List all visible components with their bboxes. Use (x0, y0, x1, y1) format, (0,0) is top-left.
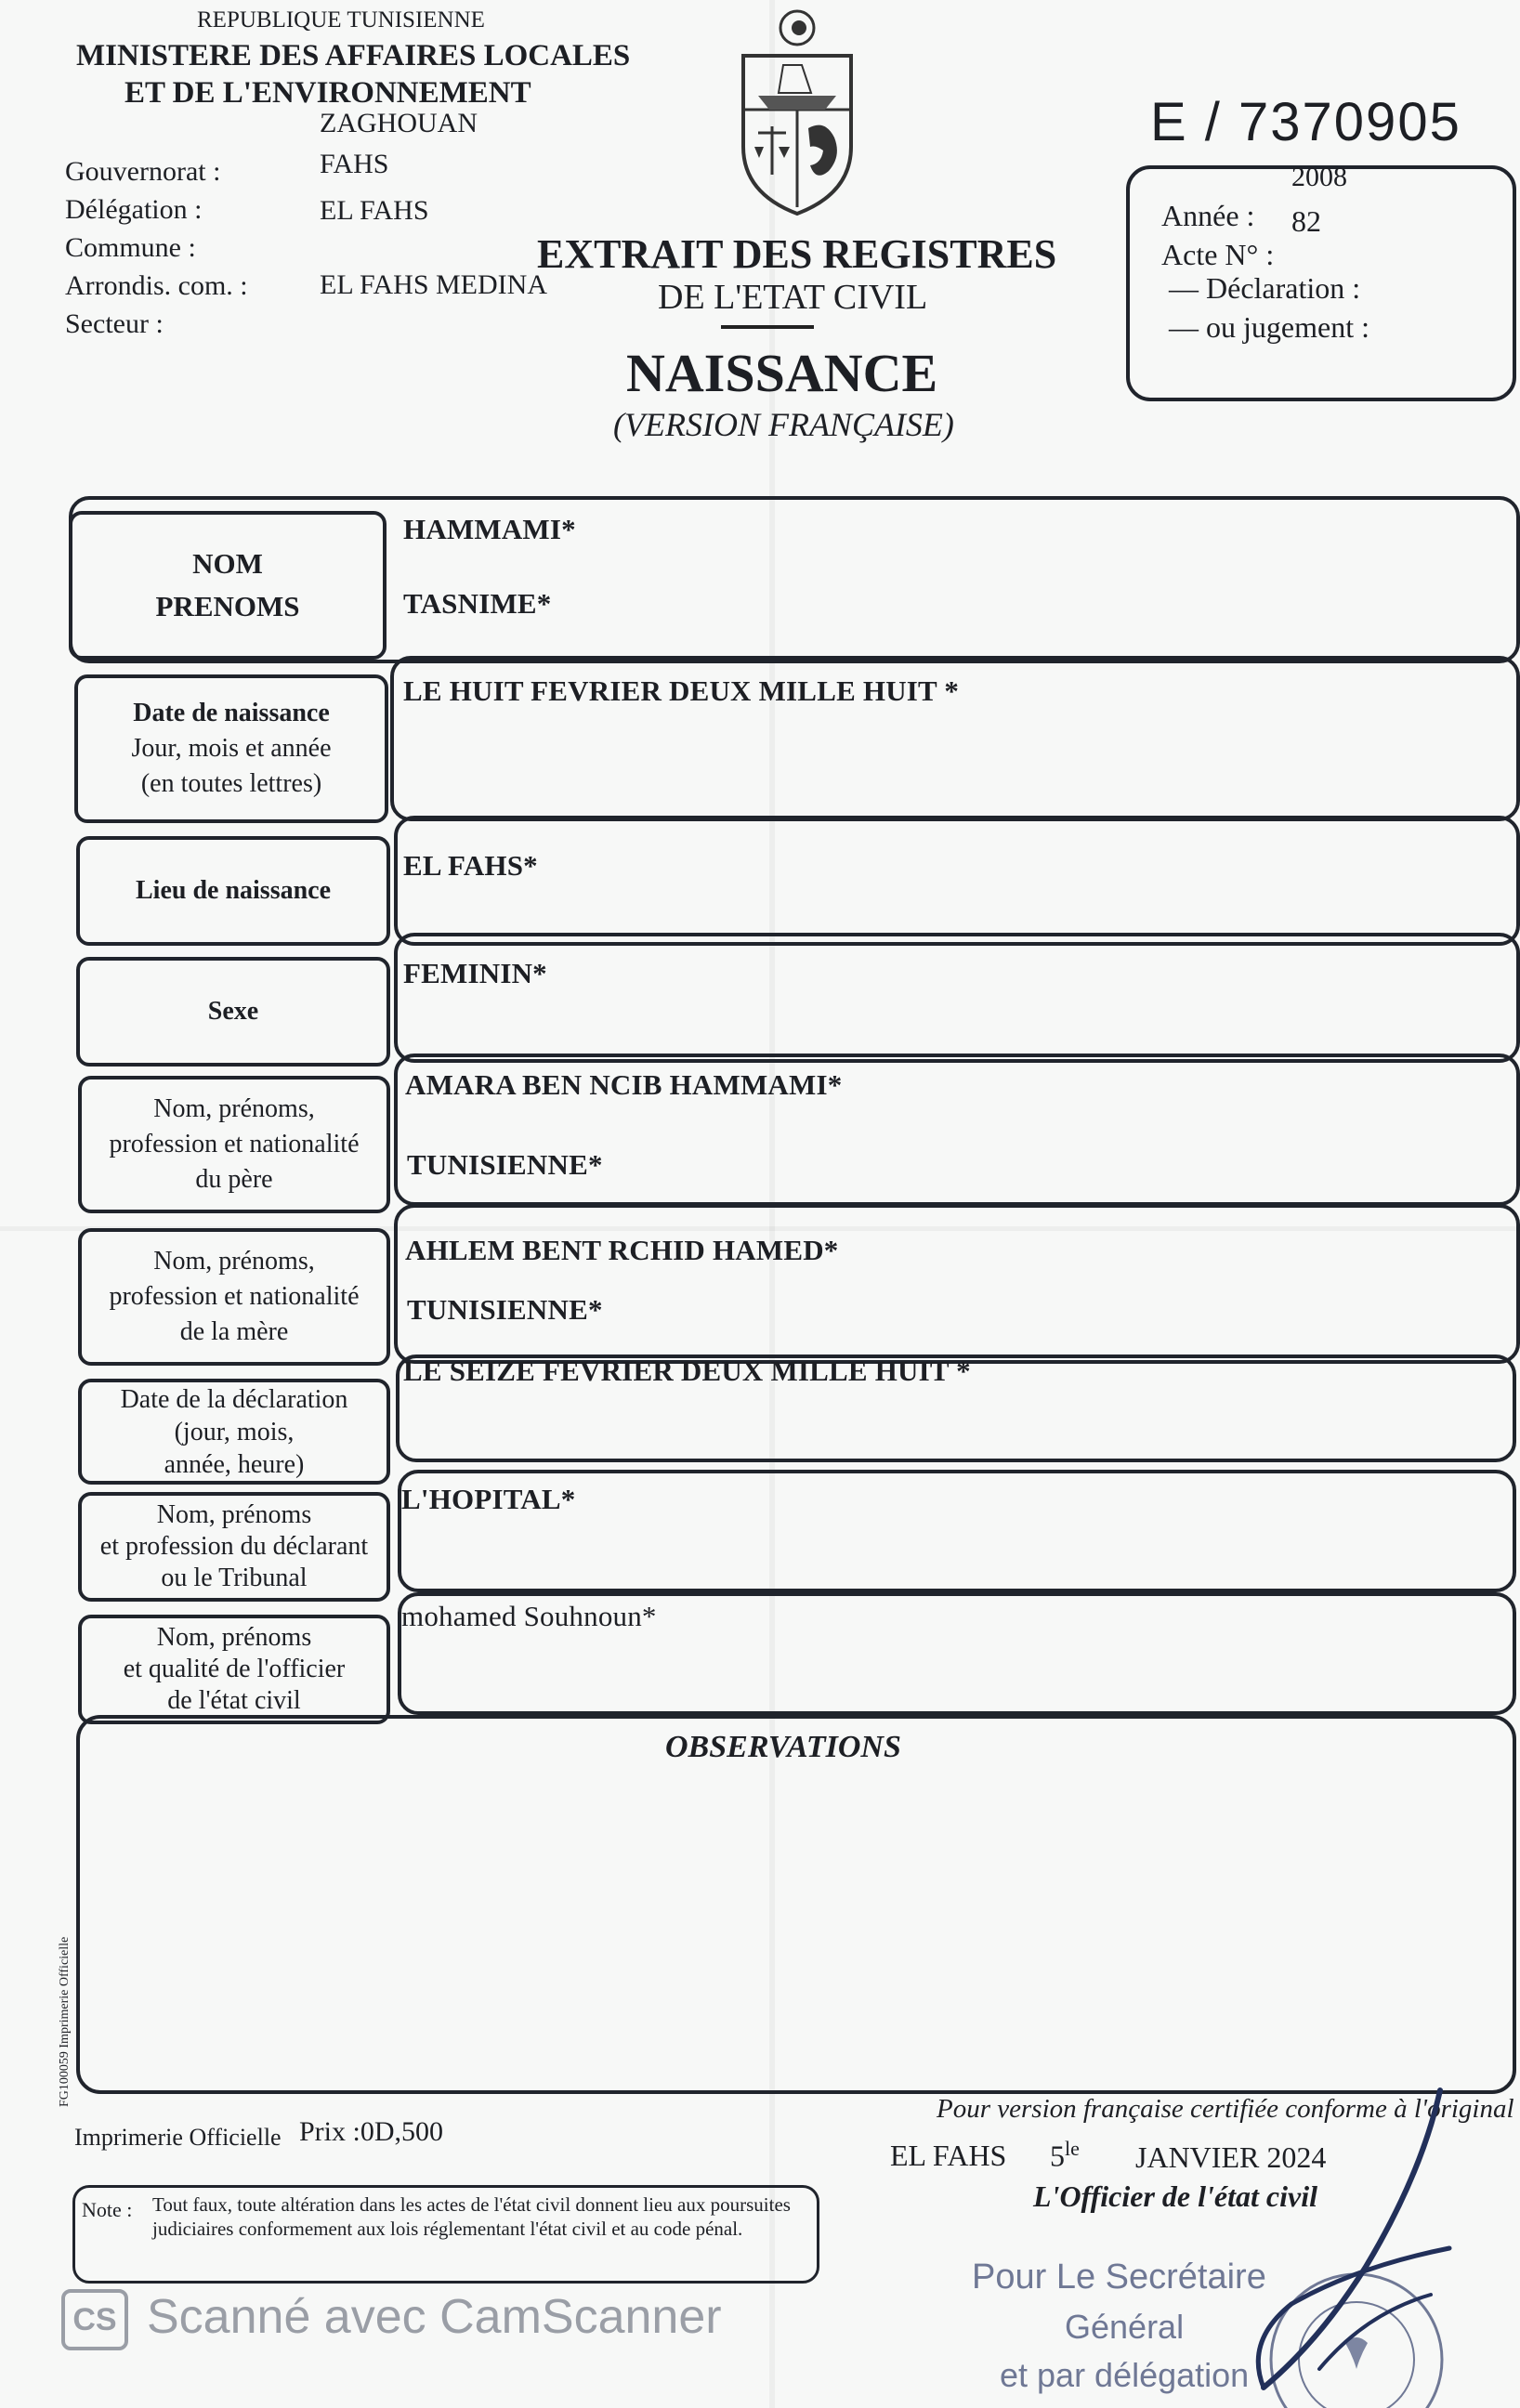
sex-row-label (76, 957, 390, 1067)
label-mother-2: profession et nationalité (109, 1282, 360, 1312)
camscanner-logo (61, 2289, 128, 2350)
mother-row-frame (394, 1204, 1520, 1364)
certified-statement: Pour version française certifiée conforme à l'original (937, 2094, 1514, 2124)
printer-name: Imprimerie Officielle (74, 2124, 282, 2151)
camscanner-logo-text: CS (72, 2301, 117, 2337)
father-name-value: AMARA BEN NCIB HAMMAMI* (405, 1068, 843, 1101)
officer-title: L'Officier de l'état civil (1033, 2179, 1317, 2213)
record-year-label: Année : (1161, 199, 1255, 232)
first-names-value: TASNIME* (403, 587, 552, 620)
birth-place-value: EL FAHS* (403, 849, 538, 882)
label-officer-1: Nom, prénoms (156, 1622, 312, 1652)
observations-title: OBSERVATIONS (665, 1730, 901, 1764)
record-act-label: Acte N° : (1161, 238, 1275, 271)
serial-number: E / 7370905 (1150, 92, 1461, 152)
record-declaration-label: — Déclaration : (1169, 271, 1361, 305)
ministry-heading-line2: ET DE L'ENVIRONNEMENT (124, 76, 531, 110)
governorate-value: ZAGHOUAN (320, 108, 478, 138)
sex-row-frame (394, 933, 1520, 1063)
camscanner-watermark-text: Scanné avec CamScanner (147, 2290, 722, 2344)
declarant-value: L'HOPITAL* (401, 1483, 576, 1515)
label-declarant-1: Nom, prénoms (156, 1499, 312, 1529)
arrondissement-value: EL FAHS MEDINA (320, 269, 547, 300)
label-sex: Sexe (207, 997, 259, 1027)
issue-date-day (1050, 2137, 1080, 2174)
label-declarant-2: et profession du déclarant (99, 1531, 369, 1561)
label-birth-date-sub2: (en toutes lettres) (140, 768, 322, 798)
label-birth-date-sub1: Jour, mois et année (131, 734, 332, 764)
issue-date-suffix: le (1065, 2137, 1080, 2160)
label-commune: Commune : (65, 232, 196, 263)
declaration-date-row-label (78, 1379, 390, 1485)
republic-heading: REPUBLIQUE TUNISIENNE (197, 7, 485, 33)
legal-note-text: Tout faux, toute altération dans les actes de l'état civil donnent lieu aux poursuites judiciaires conformement aux lois réglementant l'état civil et au code pénal. (152, 2193, 791, 2241)
label-secteur: Secteur : (65, 308, 164, 339)
label-delegation: Délégation : (65, 194, 203, 225)
label-declaration-date-2: (jour, mois, (174, 1417, 295, 1446)
name-row-label (69, 511, 387, 660)
version-subtitle: (VERSION FRANÇAISE) (613, 406, 954, 443)
father-nationality-value: TUNISIENNE* (407, 1148, 603, 1181)
stamp-line-3: et par délégation (1000, 2356, 1250, 2394)
label-declaration-date-3: année, heure) (164, 1449, 305, 1479)
officer-value: mohamed Souhnoun* (401, 1600, 657, 1632)
extract-title-line1: EXTRAIT DES REGISTRES (537, 231, 1057, 277)
label-declarant-3: ou le Tribunal (161, 1564, 308, 1593)
label-nom: NOM (192, 547, 263, 580)
record-judgment-label: — ou jugement : (1169, 310, 1369, 344)
label-officer-2: et qualité de l'officier (123, 1654, 346, 1683)
label-father-3: du père (195, 1164, 273, 1194)
label-father-2: profession et nationalité (109, 1130, 360, 1159)
issue-date-day-number: 5 (1050, 2139, 1065, 2173)
stamp-line-2: Général (1065, 2308, 1185, 2346)
label-gouvernorat: Gouvernorat : (65, 156, 221, 187)
label-prenoms: PRENOMS (155, 590, 300, 622)
document-type-title: NAISSANCE (626, 343, 938, 403)
label-father-1: Nom, prénoms, (153, 1094, 315, 1124)
side-print-text: FG100059 Imprimerie Officielle (58, 1936, 72, 2107)
commune-value: EL FAHS (320, 195, 429, 226)
label-birth-place: Lieu de naissance (135, 876, 332, 906)
birth-place-row-label (76, 836, 390, 946)
label-officer-3: de l'état civil (167, 1686, 301, 1716)
sex-value: FEMININ* (403, 957, 547, 989)
label-mother-3: de la mère (179, 1316, 289, 1346)
record-act-value: 82 (1291, 204, 1321, 238)
issue-place: EL FAHS (890, 2139, 1007, 2172)
record-year-value: 2008 (1291, 162, 1347, 192)
birth-date-row-label (74, 674, 388, 823)
delegation-value: FAHS (320, 149, 389, 179)
officer-row-label (78, 1615, 390, 1724)
stamp-line-1: Pour Le Secrétaire (972, 2258, 1266, 2297)
label-mother-1: Nom, prénoms, (153, 1247, 315, 1276)
legal-note-label: Note : (82, 2198, 133, 2221)
mother-name-value: AHLEM BENT RCHID HAMED* (405, 1234, 839, 1266)
title-divider (721, 325, 814, 329)
handwritten-signature (1208, 2062, 1520, 2408)
observations-box (76, 1715, 1516, 2094)
mother-row-label (78, 1228, 390, 1366)
label-birth-date: Date de naissance (133, 699, 330, 728)
declaration-date-value: LE SEIZE FEVRIER DEUX MILLE HUIT * (403, 1354, 971, 1387)
tunisia-coat-of-arms-emblem (732, 7, 862, 221)
extract-title-line2: DE L'ETAT CIVIL (658, 278, 928, 317)
header-labels (65, 152, 248, 343)
label-declaration-date-1: Date de la déclaration (120, 1384, 348, 1414)
mother-nationality-value: TUNISIENNE* (407, 1293, 603, 1326)
father-row-label (78, 1076, 390, 1213)
ministry-heading-line1: MINISTERE DES AFFAIRES LOCALES (76, 39, 631, 72)
price-text: Prix :0D,500 (299, 2116, 444, 2147)
issue-date-rest: JANVIER 2024 (1135, 2140, 1327, 2174)
birth-place-row-frame (394, 816, 1520, 946)
declarant-row-label (78, 1492, 390, 1602)
birth-date-value: LE HUIT FEVRIER DEUX MILLE HUIT * (403, 674, 960, 707)
surname-value: HAMMAMI* (403, 513, 576, 545)
label-arrondissement: Arrondis. com. : (65, 270, 248, 301)
